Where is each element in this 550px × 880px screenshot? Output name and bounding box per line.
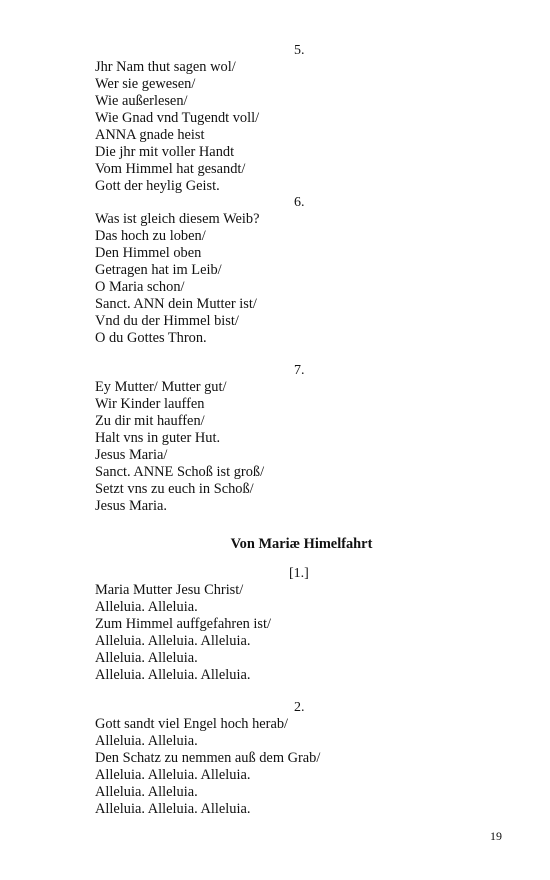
verse-line: O du Gottes Thron.: [95, 330, 207, 346]
verse-line: Alleluia. Alleluia. Alleluia.: [95, 801, 251, 817]
verse-line: Zu dir mit hauffen/: [95, 413, 205, 429]
verse-line: Ey Mutter/ Mutter gut/: [95, 379, 227, 395]
stanza-number: [1.]: [289, 566, 309, 581]
verse-line: Halt vns in guter Hut.: [95, 430, 221, 446]
verse-line: Jhr Nam thut sagen wol/: [95, 59, 236, 75]
verse-line: Getragen hat im Leib/: [95, 262, 222, 278]
verse-line: Wer sie gewesen/: [95, 76, 196, 92]
verse-line: Alleluia. Alleluia. Alleluia.: [95, 633, 251, 649]
verse-line: Gott sandt viel Engel hoch herab/: [95, 716, 289, 732]
verse-line: Wie außerlesen/: [95, 93, 188, 109]
stanza-number: 5.: [294, 43, 305, 58]
page-number: 19: [490, 829, 502, 843]
stanza-number: 7.: [294, 363, 305, 378]
verse-line: Setzt vns zu euch in Schoß/: [95, 481, 254, 497]
verse-line: Jesus Maria/: [95, 447, 168, 463]
verse-line: Wie Gnad vnd Tugendt voll/: [95, 110, 260, 126]
verse-line: Alleluia. Alleluia.: [95, 650, 198, 666]
verse-line: Vom Himmel hat gesandt/: [95, 161, 246, 177]
verse-line: Alleluia. Alleluia.: [95, 733, 198, 749]
verse-line: Den Himmel oben: [95, 245, 202, 261]
verse-line: Die jhr mit voller Handt: [95, 144, 235, 160]
verse-line: Jesus Maria.: [95, 498, 167, 514]
verse-line: Sanct. ANNE Schoß ist groß/: [95, 464, 265, 480]
song-title: Von Mariæ Himelfahrt: [230, 536, 373, 552]
verse-line: Gott der heylig Geist.: [95, 178, 220, 194]
verse-line: Alleluia. Alleluia.: [95, 784, 198, 800]
verse-line: Wir Kinder lauffen: [95, 396, 205, 412]
verse-line: O Maria schon/: [95, 279, 185, 295]
verse-line: Was ist gleich diesem Weib?: [95, 211, 260, 227]
verse-line: Den Schatz zu nemmen auß dem Grab/: [95, 750, 321, 766]
verse-line: Alleluia. Alleluia. Alleluia.: [95, 667, 251, 683]
verse-line: Maria Mutter Jesu Christ/: [95, 582, 244, 598]
stanza-number: 2.: [294, 700, 305, 715]
stanza-number: 6.: [294, 195, 305, 210]
verse-line: Zum Himmel auffgefahren ist/: [95, 616, 271, 632]
verse-line: Alleluia. Alleluia. Alleluia.: [95, 767, 251, 783]
verse-line: Alleluia. Alleluia.: [95, 599, 198, 615]
verse-line: Sanct. ANN dein Mutter ist/: [95, 296, 257, 312]
verse-line: Das hoch zu loben/: [95, 228, 206, 244]
verse-line: ANNA gnade heist: [95, 127, 205, 143]
verse-line: Vnd du der Himmel bist/: [95, 313, 239, 329]
